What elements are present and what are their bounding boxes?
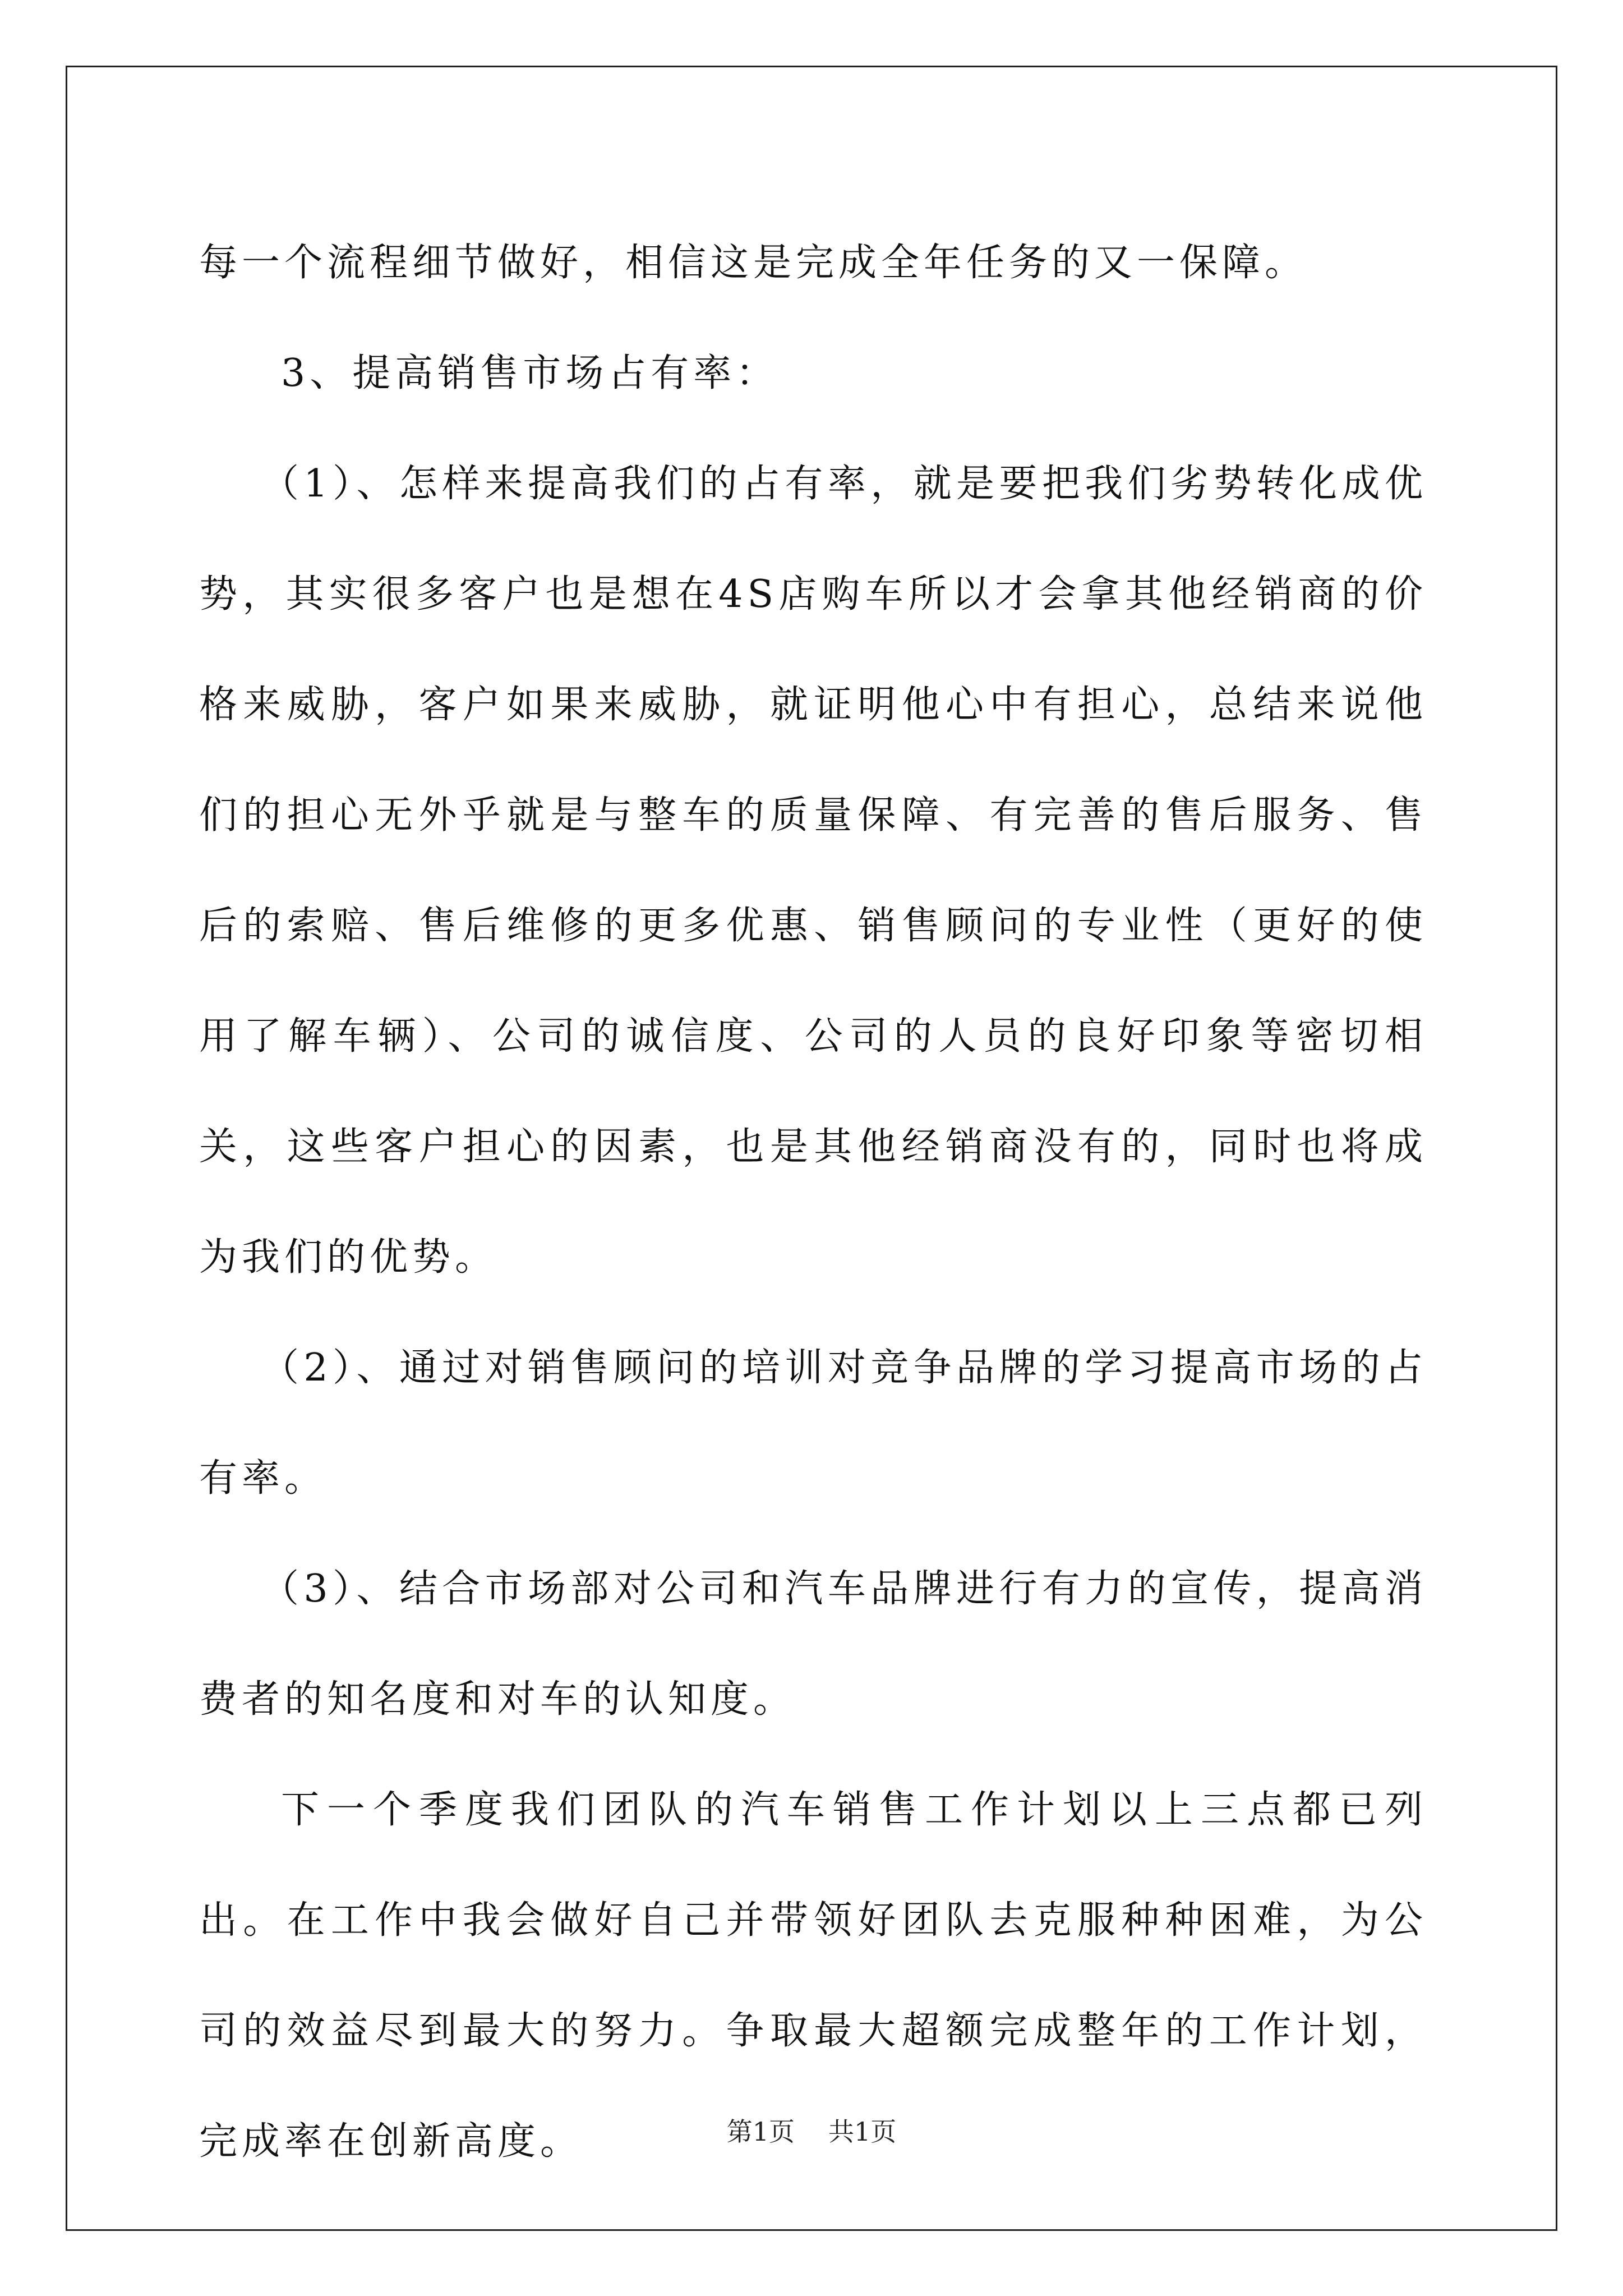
paragraph-item-1: （1）、怎样来提高我们的占有率，就是要把我们劣势转化成优势，其实很多客户也是想在4S店购车所以才会拿其他经销商的价格来威胁，客户如果来威胁，就证明他心中有担心，总结来说他们的担心无外乎就是与整车的质量保障、有完善的售后服务、售后的索赔、售后维修的更多优惠、销售顾问的专业性（更好的使用了解车辆）、公司的诚信度、公司的人员的良好印象等密切相关，这些客户担心的因素，也是其他经销商没有的，同时也将成为我们的优势。 <box>199 462 1427 1280</box>
paragraph-conclusion: 下一个季度我们团队的汽车销售工作计划以上三点都已列出。在工作中我会做好自己并带领好团队去克服种种困难，为公司的效益尽到最大的努力。争取最大超额完成整年的工作计划，完成率在创新高度。 <box>199 1788 1427 2164</box>
page-total: 共1页 <box>828 2116 897 2147</box>
paragraph-item-3: （3）、结合市场部对公司和汽车品牌进行有力的宣传，提高消费者的知名度和对车的认知度。 <box>199 1567 1427 1722</box>
page-number: 第1页 <box>726 2116 795 2147</box>
page-footer <box>0 2115 1623 2148</box>
paragraph-item-2: （2）、通过对销售顾问的培训对竞争品牌的学习提高市场的占有率。 <box>199 1346 1427 1501</box>
paragraph-continuation: 每一个流程细节做好，相信这是完成全年任务的又一保障。 <box>199 241 1308 285</box>
document-body <box>199 208 1427 2197</box>
paragraph-heading-3: 3、提高销售市场占有率： <box>281 351 779 395</box>
